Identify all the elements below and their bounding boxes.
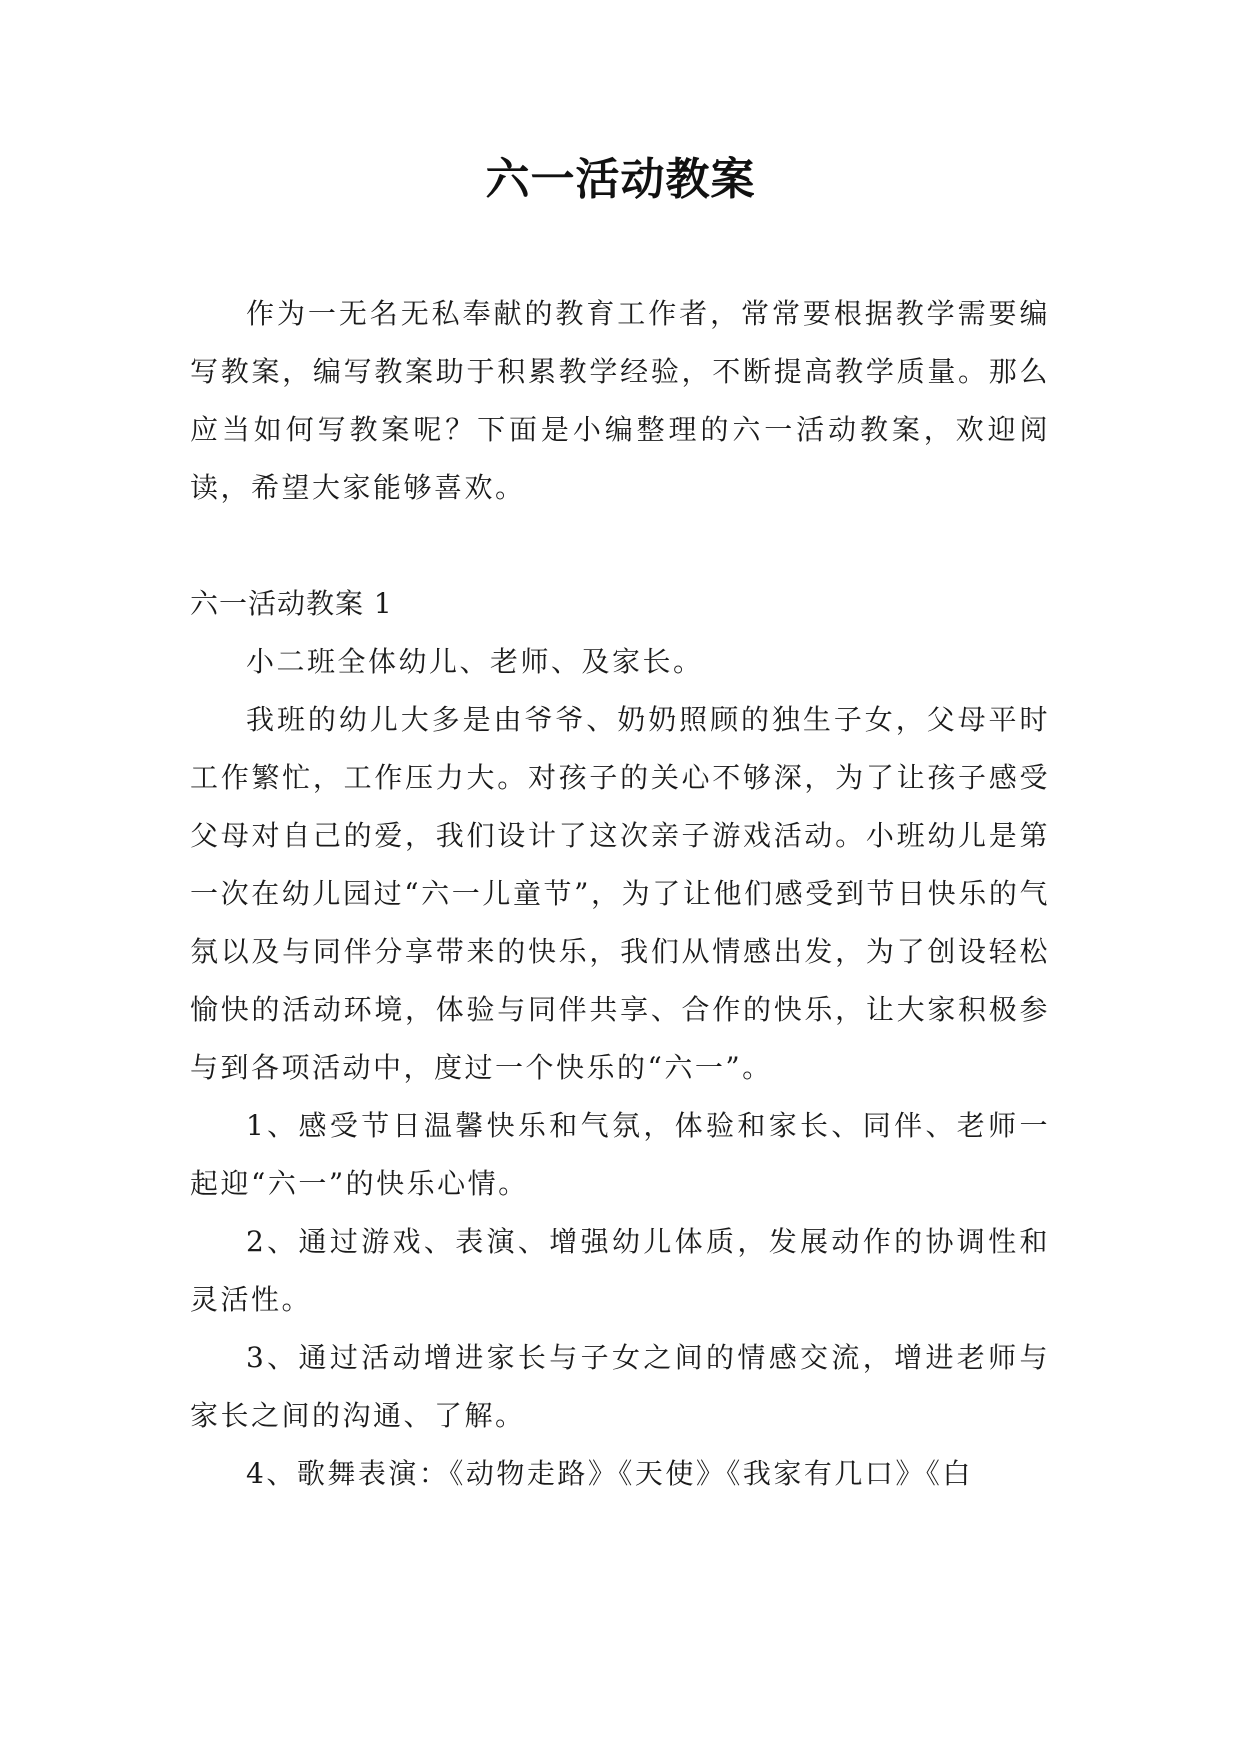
intro-paragraph: 作为一无名无私奉献的教育工作者，常常要根据教学需要编写教案，编写教案助于积累教学经验，不断提高教学质量。那么应当如何写教案呢？下面是小编整理的六一活动教案，欢迎阅读，希望大家能够喜欢。 — [190, 297, 1050, 504]
document-title: 六一活动教案 — [485, 154, 756, 205]
paragraph-goal-1: 1、感受节日温馨快乐和气氛，体验和家长、同伴、老师一起迎“六一”的快乐心情。 — [190, 1109, 1050, 1200]
paragraph-goal-3: 3、通过活动增进家长与子女之间的情感交流，增进老师与家长之间的沟通、了解。 — [190, 1341, 1050, 1432]
paragraph-participants: 小二班全体幼儿、老师、及家长。 — [246, 645, 704, 678]
paragraph-background: 我班的幼儿大多是由爷爷、奶奶照顾的独生子女，父母平时工作繁忙，工作压力大。对孩子的关心不够深，为了让孩子感受父母对自己的爱，我们设计了这次亲子游戏活动。小班幼儿是第一次在幼儿园过“六一儿童节”，为了让他们感受到节日快乐的气氛以及与同伴分享带来的快乐，我们从情感出发，为了创设轻松愉快的活动环境，体验与同伴共享、合作的快乐，让大家积极参与到各项活动中，度过一个快乐的“六一”。 — [190, 703, 1050, 1084]
document-body — [190, 285, 1050, 1503]
paragraph-program-4: 4、歌舞表演：《动物走路》《天使》《我家有几口》《白 — [246, 1457, 973, 1490]
section-heading: 六一活动教案 1 — [190, 587, 393, 620]
paragraph-goal-2: 2、通过游戏、表演、增强幼儿体质，发展动作的协调性和灵活性。 — [190, 1225, 1050, 1316]
